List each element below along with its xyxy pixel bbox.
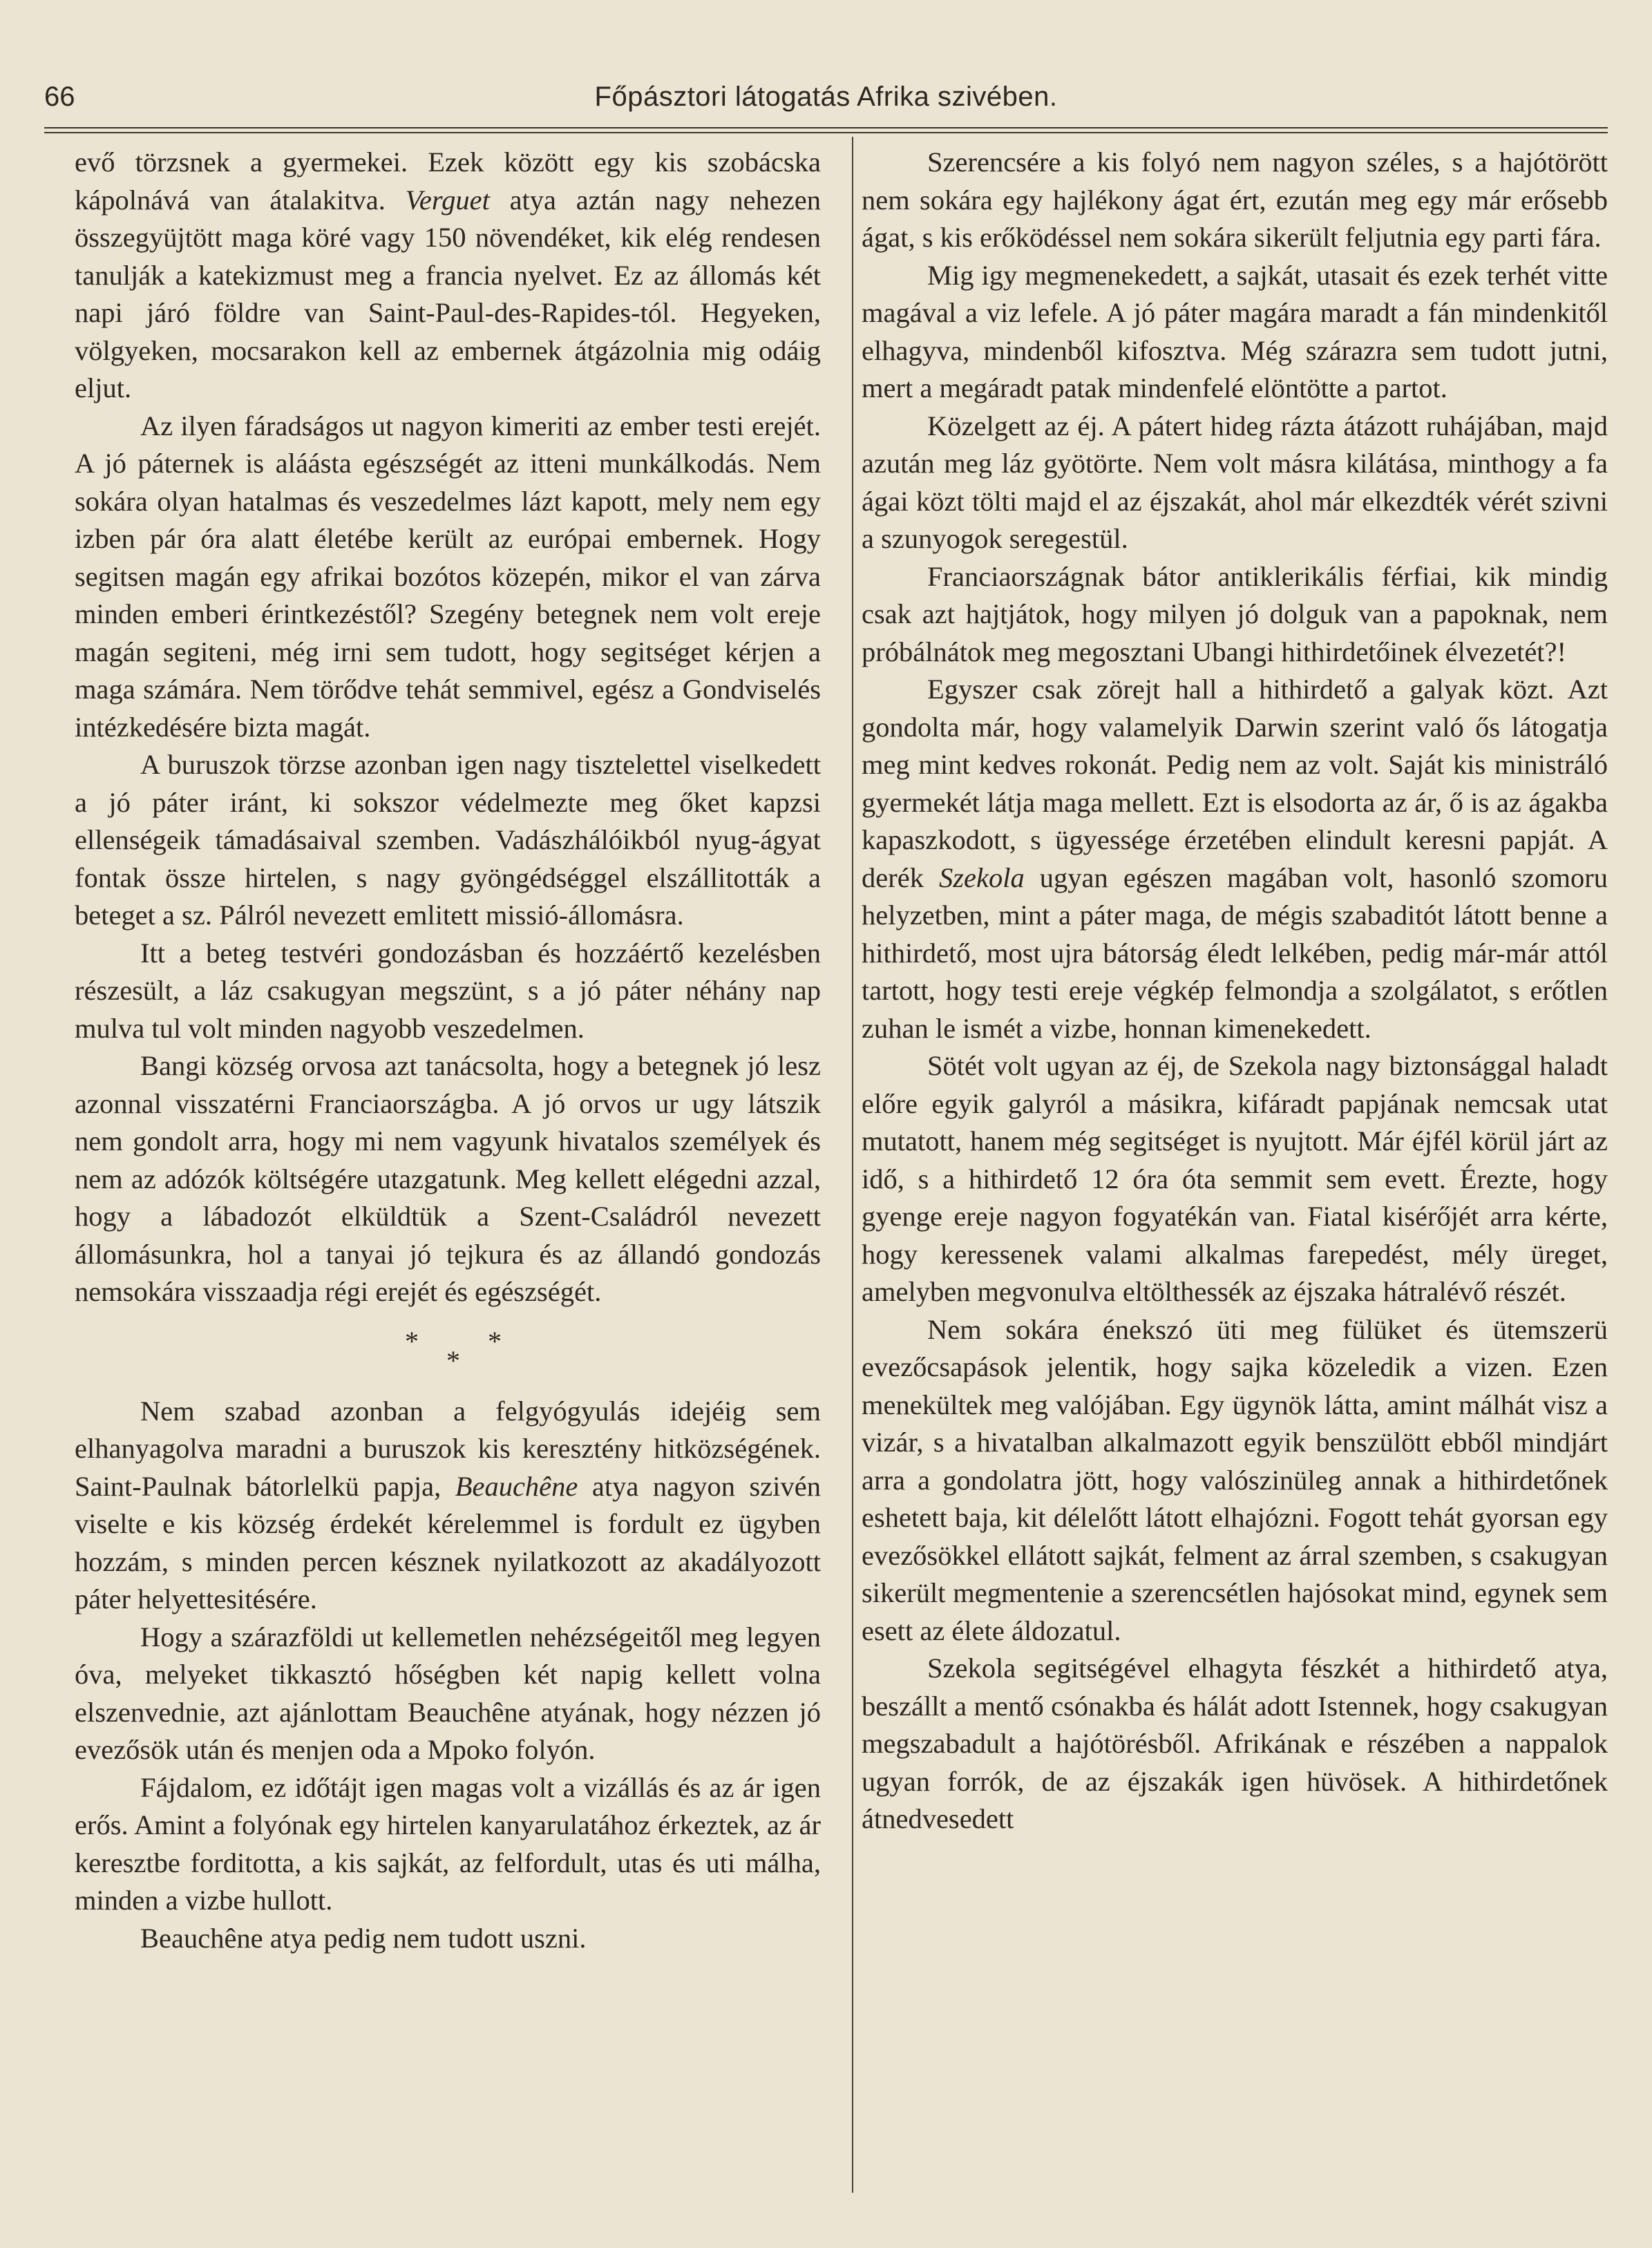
asterisk: * — [405, 1325, 419, 1357]
asterisk: * — [488, 1325, 502, 1357]
person-name: Verguet — [405, 184, 490, 216]
header-rule-top — [44, 127, 1608, 128]
paragraph-text: atya nagyon szivén viselte e kis község érdekét kérelemmel is fordult ez ügyben hozzám, s minden percen késznek nyilatkozott az akadályozott páter helyettesitésére. — [75, 1470, 822, 1614]
paragraph-text: Egyszer csak zörejt hall a hithirdető a galyak közt. Azt gondolta már, hogy valamelyik Darwin szerint való ős látogatja meg mint kedves rokonát. Pedig nem az volt. Saját kis ministráló gyermekét látja maga mellett. Ezt is elsodorta az ár, ő is az ágakba kapaszkodott, s ügyessége érzetében elindult keresni papját. A derék — [862, 674, 1608, 893]
paragraph: Az ilyen fáradságos ut nagyon kimeriti az ember testi erejét. A jó páternek is aláásta egészségét az itteni munkálkodás. Nem sokára olyan hatalmas és veszedelmes lázt kapott, mely nem egy izben pár óra alatt életébe került az európai embernek. Hogy segitsen magán egy afrikai bozótos közepén, mikor el van zárva minden emberi érintkezéstől? Szegény betegnek nem volt ereje magán segiteni, még irni sem tudott, hogy segitséget kérjen a maga számára. Nem törődve tehát semmivel, egész a Gondviselés intézkedésére bizta magát. — [75, 410, 821, 743]
paragraph: Bangi község orvosa azt tanácsolta, hogy a betegnek jó lesz azonnal visszatérni Franciaországba. A jó orvos ur ugy látszik nem gondolt arra, hogy mi nem vagyunk hivatalos személyek és nem az adózók költségére utazgatunk. Meg kellett elégedni azzal, hogy a lábadozót elküldtük a Szent-Családról nevezett állomásunkra, hol a tanyai jó tejkura és az állandó gondozás nemsokára visszaadja régi erejét és egészségét. — [75, 1050, 821, 1307]
running-title: Főpásztori látogatás Afrika szivében. — [594, 82, 1058, 112]
paragraph — [862, 671, 1608, 1047]
paragraph-text: evő törzsnek a gyermekei. Ezek között egy kis szobácska kápolnává van átalakitva. — [75, 146, 821, 216]
paragraph: Nem sokára énekszó üti meg fülüket és ütemszerü evezőcsapások jelentik, hogy sajka közeledik a vizen. Ezen menekültek meg valójában. Egy ügynök látta, amint málhát visz a vizár, s a hivatalban alkalmazott egyik benszülött ebből mindjárt arra a gondolatra jött, hogy valószinüleg annak a hithirdetőnek eshetett baja, kit délelőtt látott elhajózni. Fogott tehát gyorsan egy evezősökkel ellátott sajkát, felment az árral szemben, s csakugyan sikerült megmentenie a szerencsétlen hajósokat mind, egynek sem esett az élete áldozatul. — [862, 1313, 1608, 1646]
asterisk: * — [446, 1344, 460, 1376]
header-rule-bottom — [44, 132, 1608, 133]
right-column — [862, 144, 1608, 1838]
paragraph: Szerencsére a kis folyó nem nagyon széles, s a hajótörött nem sokára egy hajlékony ágat ért, ezután meg egy már erősebb ágat, s kis erőködéssel nem sokára sikerült feljutnia egy parti fára. — [862, 146, 1608, 253]
paragraph: Szekola segitségével elhagyta fészkét a hithirdető atya, beszállt a mentő csónakba és hálát adott Istennek, hogy csakugyan megszabadult a hajótörésből. Afrikának e részében a nappalok ugyan forrók, de az éjszakák igen hüvösek. A hithirdetőnek átnedvesedett — [862, 1652, 1608, 1834]
paragraph: Franciaországnak bátor antiklerikális férfiai, kik mindig csak azt hajtjátok, hogy milyen jó dolguk van a papoknak, nem próbálnátok meg megosztani Ubangi hithirdetőinek élvezetét?! — [862, 560, 1608, 667]
paragraph: Itt a beteg testvéri gondozásban és hozzáértő kezelésben részesült, a láz csakugyan megszünt, s a jó páter néhány nap mulva tul volt minden nagyobb veszedelmen. — [75, 937, 821, 1044]
person-name: Szekola — [939, 861, 1025, 893]
paragraph: Beauchêne atya pedig nem tudott uszni. — [140, 1922, 587, 1954]
paragraph: Sötét volt ugyan az éj, de Szekola nagy biztonsággal haladt előre egyik galyról a másikra, kifáradt papjának nemcsak utat mutatott, hanem még segitséget is nyujtott. Már éjfél körül járt az idő, s a hithirdető 12 óra óta semmit sem evett. Érezte, hogy gyenge ereje nagyon fogyatékán van. Fiatal kisérőjét arra kérte, hogy keressenek valami alkalmas farepedést, mély üreget, amelyben megvonulva eltölthessék az éjszaka hátralévő részét. — [862, 1050, 1608, 1307]
page-header — [44, 82, 1608, 123]
paragraph-text: Nem szabad azonban a felgyógyulás idejéig sem elhanyagolva maradni a buruszok kis keresztény hitközségének. Saint-Paulnak bátorlelkü papja, — [75, 1395, 821, 1502]
paragraph: Közelgett az éj. A pátert hideg rázta átázott ruhájában, majd azután meg láz gyötörte. Nem volt másra kilátása, minthogy a fa ágai közt tölti majd el az éjszakát, ahol már elkezdték vérét szivni a szunyogok seregestül. — [862, 410, 1608, 554]
paragraph: Hogy a szárazföldi ut kellemetlen nehézségeitől meg legyen óva, melyeket tikkasztó hőségben két napig kellett volna elszenvednie, azt ajánlottam Beauchêne atyának, hogy nézzen jó evezősök után és menjen oda a Mpoko folyón. — [75, 1621, 821, 1765]
left-column — [75, 144, 821, 1957]
paragraph: Fájdalom, ez időtájt igen magas volt a vizállás és az ár igen erős. Amint a folyónak egy hirtelen kanyarulatához érkeztek, az ár keresztbe forditotta, a kis sajkát, az felfordult, utas és uti málha, minden a vizbe hullott. — [75, 1771, 821, 1916]
paragraph — [75, 1393, 821, 1619]
section-break-asterisks — [75, 1326, 821, 1393]
paragraph: Mig igy megmenekedett, a sajkát, utasait és ezek terhét vitte magával a viz lefele. A jó páter magára maradt a fán mindenkitől elhagyva, mindenből kifosztva. Még szárazra sem tudott jutni, mert a megáradt patak mindenfelé elöntötte a partot. — [862, 259, 1608, 403]
person-name: Beauchêne — [455, 1470, 578, 1502]
column-divider — [852, 137, 853, 2193]
paragraph — [75, 144, 821, 408]
paragraph-text: ugyan egészen magában volt, hasonló szomoru helyzetben, mint a páter maga, de mégis szabaditót látott benne a hithirdető, most ujra bátorság éledt lelkében, pedig már-már attól tartott, hogy testi ereje végkép felmondja a szolgálatot, s erőtlen zuhan le ismét a vizbe, honnan kimenekedett. — [862, 861, 1608, 1044]
paragraph: A buruszok törzse azonban igen nagy tisztelettel viselkedett a jó páter iránt, ki sokszor védelmezte meg őket kapzsi ellenségeik támadásaival szemben. Vadászhálóikból nyug-ágyat fontak össze hirtelen, s nagy gyöngédséggel elszállitották a beteget a sz. Pálról nevezett emlitett missió-állomásra. — [75, 749, 821, 931]
page-number: 66 — [44, 82, 75, 112]
paragraph-text: atya aztán nagy nehezen összegyüjtött maga köré vagy 150 növendéket, kik elég rendesen tanulják a katekizmust meg a francia nyelvet. Ez az állomás két napi járó földre van Saint-Paul-des-Rapides-tól. Hegyeken, völgyeken, mocsarakon kell az embernek átgázolnia mig odáig eljut. — [75, 184, 822, 403]
